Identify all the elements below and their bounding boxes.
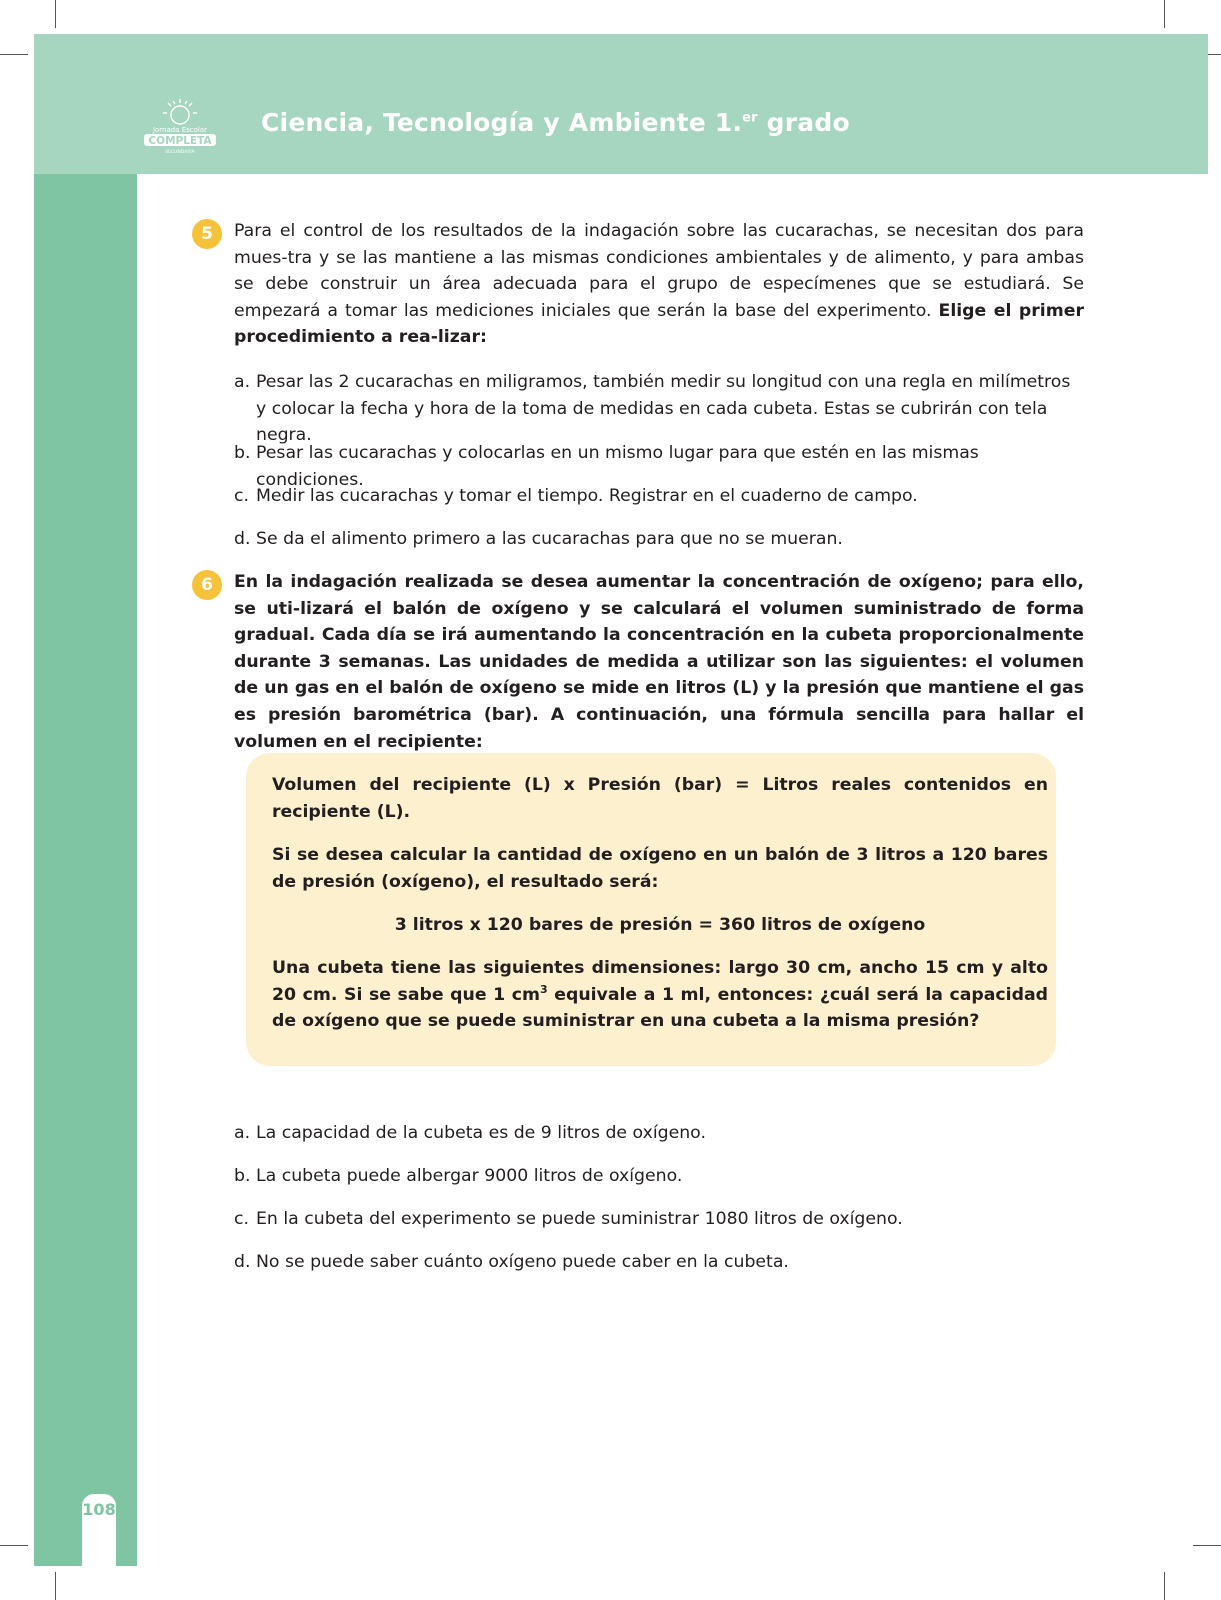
question-6-option-c[interactable]: c. En la cubeta del experimento se puede suministrar 1080 litros de oxígeno. (234, 1209, 903, 1229)
question-5-option-a[interactable]: a. Pesar las 2 cucarachas en miligramos, también medir su longitud con una regla en milímetros y colocar la fecha y hora de la toma de medidas en cada cubeta. Estas se cubrirán con tela negra. (234, 372, 1071, 446)
question-5-badge: 5 (192, 219, 222, 249)
logo-text-2: COMPLETA (148, 135, 212, 147)
crop-mark (55, 0, 56, 28)
crop-mark (1164, 0, 1165, 28)
problem-text: Una cubeta tiene las siguientes dimensiones: largo 30 cm, ancho 15 cm y alto 20 cm. Si se sabe que 1 $cm^3$ equivale a 1 ml, entonces: ¿cuál será la capacidad de oxígeno que se puede suministrar en una cubeta a la misma presión? (272, 958, 1048, 1032)
side-band (34, 174, 137, 1566)
crop-mark (0, 54, 28, 55)
question-6-option-d[interactable]: d. No se puede saber cuánto oxígeno puede caber en la cubeta. (234, 1252, 789, 1272)
question-6-option-b[interactable]: b. La cubeta puede albergar 9000 litros de oxígeno. (234, 1166, 683, 1186)
crop-mark (0, 1545, 28, 1546)
question-5-option-b[interactable]: b. Pesar las cucarachas y colocarlas en un mismo lugar para que estén en las mismas condiciones. (234, 443, 979, 490)
page-number: 108 (82, 1500, 116, 1519)
logo-text-3: SECUNDARIA (165, 150, 195, 155)
crop-mark (55, 1572, 56, 1600)
question-6-badge: 6 (192, 570, 222, 600)
result-text: 3 litros x 120 bares de presión = 360 litros de oxígeno (394, 915, 926, 935)
example-text: Si se desea calcular la cantidad de oxígeno en un balón de 3 litros a 120 bares de presión (oxígeno), el resultado será: (272, 845, 1048, 892)
question-5-option-d[interactable]: d. Se da el alimento primero a las cucarachas para que no se mueran. (234, 529, 843, 549)
question-5-text: Para el control de los resultados de la indagación sobre las cucarachas, se necesitan dos para mues-tra y se las mantiene a las mismas condiciones ambientales y de alimento, y para ambas se debe construir un área adecuada para el grupo de especímenes que se estudiará. Se empezará a tomar las mediciones iniciales que serán la base del experimento. Elige el primer procedimiento a rea-lizar: (234, 221, 1084, 348)
header-title: Ciencia, Tecnología y Ambiente 1.$^{er}$ grado (261, 108, 850, 137)
crop-mark (1164, 1572, 1165, 1600)
jornada-escolar-logo (140, 96, 220, 158)
logo-text-1: Jornada Escolar (152, 126, 208, 134)
question-6-text: En la indagación realizada se desea aumentar la concentración de oxígeno; para ello, se uti-lizará el balón de oxígeno y se calculará el volumen suministrado de forma gradual. Cada día se irá aumentando la concentración en la cubeta proporcionalmente durante 3 semanas. Las unidades de medida a utilizar son las siguientes: el volumen de un gas en el balón de oxígeno se mide en litros (L) y la presión que mantiene el gas es presión barométrica (bar). A continuación, una fórmula sencilla para hallar el volumen en el recipiente: (234, 572, 1084, 752)
crop-mark (1193, 1545, 1221, 1546)
formula-text: Volumen del recipiente (L) x Presión (bar) = Litros reales contenidos en recipiente (L). (272, 775, 1048, 822)
question-6-option-a[interactable]: a. La capacidad de la cubeta es de 9 litros de oxígeno. (234, 1123, 706, 1143)
question-5-option-c[interactable]: c. Medir las cucarachas y tomar el tiempo. Registrar en el cuaderno de campo. (234, 486, 918, 506)
